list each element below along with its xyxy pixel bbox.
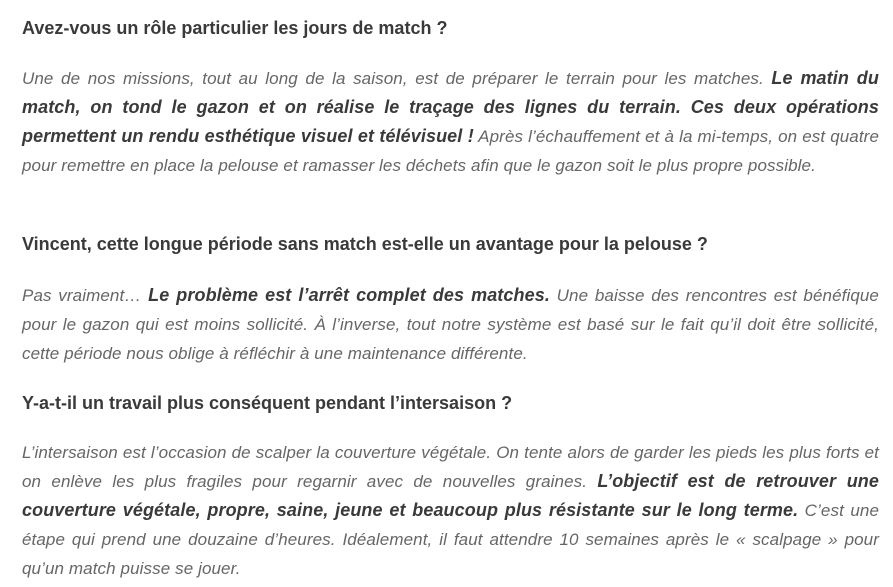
answer-highlight: Le problème est l’arrêt complet des matches. xyxy=(148,285,550,305)
answer-paragraph xyxy=(22,438,879,583)
answer-highlight: L’objectif est de retrouver une couverture végétale, propre, saine, jeune et beaucoup plus résistante sur le long terme. xyxy=(22,471,879,520)
answer-paragraph xyxy=(22,281,879,368)
answer-text: C’est une étape qui prend une douzaine d’heures. Idéalement, il faut attendre 10 semaines après le « scalpage » pour qu’un match puisse se jouer. xyxy=(22,501,879,578)
answer-text: Après l’échauffement et à la mi-temps, on est quatre pour remettre en place la pelouse et ramasser les déchets afin que le gazon soit le plus propre possible. xyxy=(22,127,880,175)
question-heading: Vincent, cette longue période sans match est-elle un avantage pour la pelouse ? xyxy=(22,234,708,254)
answer-highlight: Le matin du match, on tond le gazon et on réalise le traçage des lignes du terrain. Ces deux opérations permettent un rendu esthétique visuel et télévisuel ! xyxy=(22,68,879,146)
answer-text: Une de nos missions, tout au long de la saison, est de préparer le terrain pour les matches. xyxy=(22,69,772,88)
answer-paragraph xyxy=(22,64,879,180)
question-heading: Y-a-t-il un travail plus conséquent pendant l’intersaison ? xyxy=(22,393,513,413)
question-heading: Avez-vous un rôle particulier les jours de match ? xyxy=(22,18,448,38)
answer-text: Pas vraiment… xyxy=(22,286,149,305)
answer-text: L’intersaison est l’occasion de scalper la couverture végétale. On tente alors de garder les pieds les plus forts et on enlève les plus fragiles pour regarnir avec de nouvelles graines. xyxy=(22,443,879,491)
answer-text: Une baisse des rencontres est bénéfique pour le gazon qui est moins sollicité. À l’inverse, tout notre système est basé sur le fait qu’il doit être sollicité, cette période nous oblige à réfléchir à une maintenance différente. xyxy=(22,286,879,363)
